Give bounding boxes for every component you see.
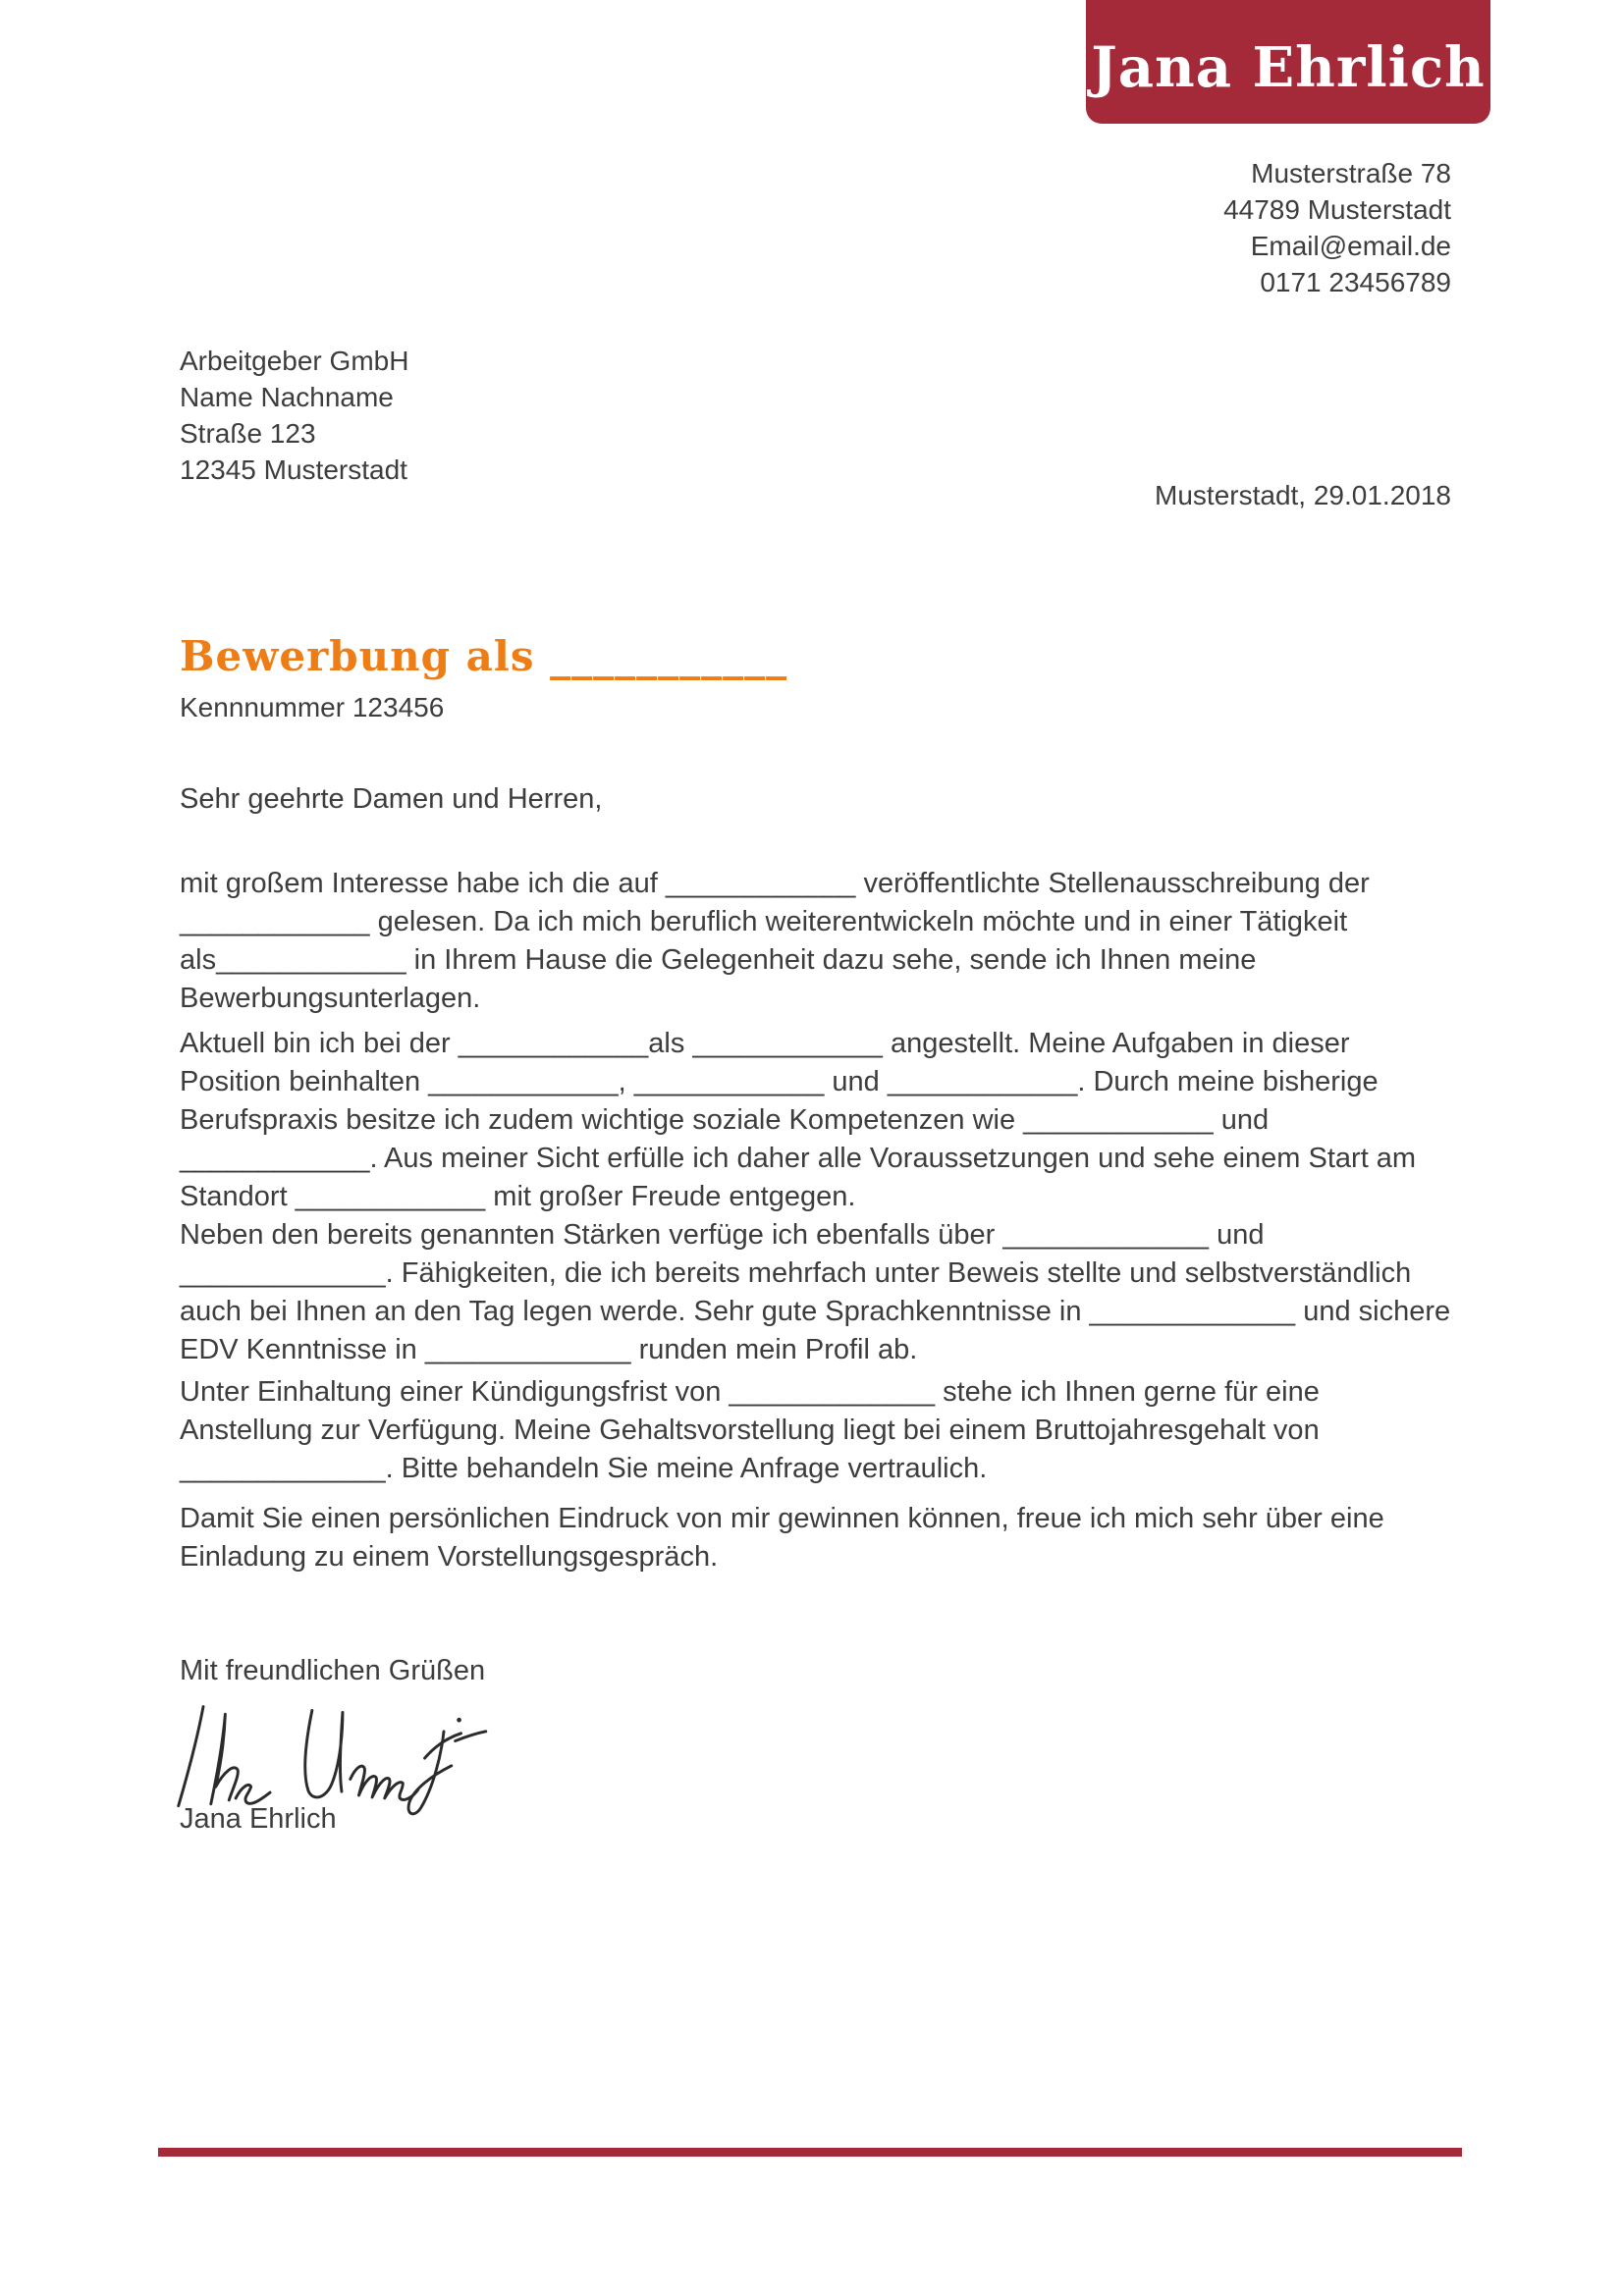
applicant-name: Jana Ehrlich (1091, 35, 1486, 100)
paragraph: Neben den bereits genannten Stärken verfüge ich ebenfalls über _____________ und _____________. Fähigkeiten, die ich bereits mehrfach unter Beweis stellte und selbstverständlich auch bei Ihnen an den Tag legen werde. Sehr gute Sprachkenntnisse in _____________ und sichere EDV Kenntnisse in _____________ runden mein Profil ab. (180, 1219, 1451, 1365)
recipient-street: Straße 123 (180, 418, 316, 449)
sender-email: Email@email.de (1250, 231, 1451, 261)
signature-name: Jana Ehrlich (180, 1803, 337, 1835)
paragraph: Aktuell bin ich bei der ____________als ____________ angestellt. Meine Aufgaben in dieser Position beinhalten ____________, ____________ und ____________. Durch meine bisherige Berufspraxis besitze ich zudem wichtige soziale Kompetenzen wie ____________ und ____________. Aus meiner Sicht erfülle ich daher alle Voraussetzungen und sehe einem Start am Standort ____________ mit großer Freude entgegen. (180, 1028, 1417, 1212)
recipient-city: 12345 Musterstadt (180, 454, 407, 485)
sender-phone: 0171 23456789 (1260, 267, 1451, 297)
date-line: Musterstadt, 29.01.2018 (1155, 480, 1451, 510)
paragraph: Unter Einhaltung einer Kündigungsfrist von _____________ stehe ich Ihnen gerne für eine Anstellung zur Verfügung. Meine Gehaltsvorstellung liegt bei einem Bruttojahresgehalt von _____________. Bitte behandeln Sie meine Anfrage vertraulich. (180, 1376, 1320, 1484)
recipient-contact: Name Nachname (180, 382, 394, 412)
closing-line: Mit freundlichen Grüßen (180, 1655, 486, 1686)
sender-address-block (1223, 155, 1451, 300)
subject-title: Bewerbung als (180, 632, 551, 680)
footer-rule (158, 2148, 1462, 2157)
recipient-company: Arbeitgeber GmbH (180, 346, 409, 376)
subject-heading (180, 632, 787, 680)
recipient-address-block (180, 343, 408, 488)
sender-address-line: 44789 Musterstadt (1223, 194, 1451, 225)
salutation: Sehr geehrte Damen und Herren, (180, 783, 603, 815)
reference-line: Kennnummer 123456 (180, 692, 445, 722)
subject-blank: ___________ (550, 632, 788, 680)
sender-address-line: Musterstraße 78 (1251, 158, 1451, 188)
header-name-plate (1086, 0, 1490, 124)
paragraph: Damit Sie einen persönlichen Eindruck von mir gewinnen können, freue ich mich sehr über eine Einladung zu einem Vorstellungsgespräch. (180, 1503, 1384, 1573)
paragraph: mit großem Interesse habe ich die auf ____________ veröffentlichte Stellenausschreibung der ____________ gelesen. Da ich mich beruflich weiterentwickeln möchte und in einer Tätigkeit als____________ in Ihrem Hause die Gelegenheit dazu sehe, sende ich Ihnen meine Bewerbungsunterlagen. (180, 868, 1370, 1014)
